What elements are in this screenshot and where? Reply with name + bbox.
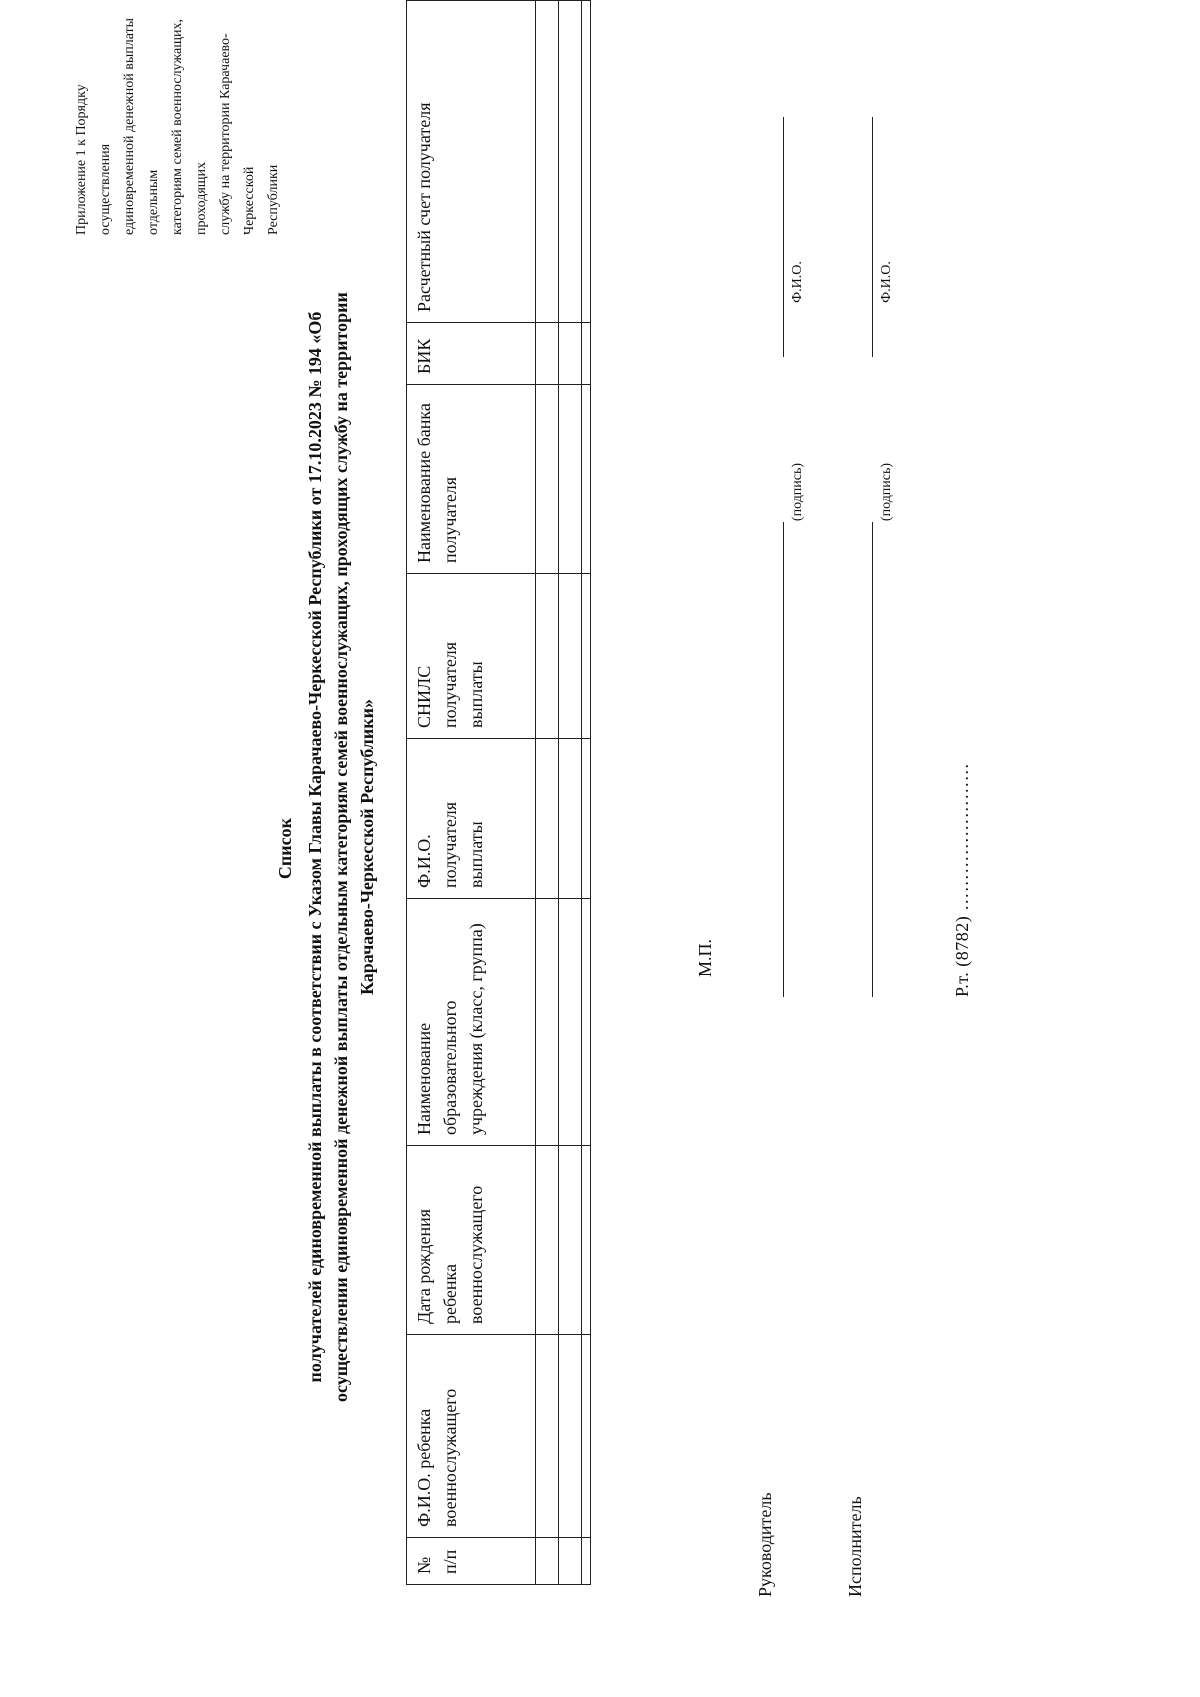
subtitle-line: Карачаево-Черкесской Республики» [357,699,377,996]
column-header-recipient-name: Ф.И.О. получателя выплаты [407,739,536,899]
table-row [582,1,591,1585]
table-cell [559,1538,582,1585]
table-row [559,1,582,1585]
phone-line: Р.т. (8782) …………………… [952,762,972,997]
executor-signature-caption: (подпись) [879,462,894,522]
appendix-line: Приложение 1 к Порядку осуществления [74,84,113,235]
table-cell [582,574,591,739]
table-cell [536,1538,559,1585]
table-cell [536,574,559,739]
manager-label: Руководитель [755,1492,775,1597]
table-cell [559,739,582,899]
table-cell [559,385,582,574]
column-header-school: Наименование образовательного учреждения (класс, группа) [407,899,536,1146]
table-cell [536,899,559,1146]
executor-signature-line [872,522,873,997]
table-cell [536,739,559,899]
manager-signature-caption: (подпись) [790,462,805,522]
document-subtitle [302,157,380,1537]
manager-name-line [783,117,784,357]
table-cell [559,574,582,739]
table-cell [582,1,591,323]
table-cell [582,1335,591,1538]
appendix-note [70,3,286,235]
table-cell [536,323,559,385]
table-cell [559,1146,582,1335]
appendix-line: службу на территории Карачаево-Черкесской [218,33,257,235]
subtitle-line: осуществлении единовременной денежной выплаты отдельным категориям семей военнослужащих, проходящих службу на территории [331,292,351,1402]
executor-label: Исполнитель [845,1496,865,1597]
column-header-child-name: Ф.И.О. ребенка военнослужащего [407,1335,536,1538]
table-cell [536,1,559,323]
column-header-bik: БИК [407,323,536,385]
table-cell [559,1335,582,1538]
table-row [536,1,559,1585]
table-cell [536,385,559,574]
column-header-number: № п/п [407,1538,536,1585]
column-header-account: Расчетный счет получателя [407,1,536,323]
table-cell [536,1146,559,1335]
executor-name-caption: Ф.И.О. [879,261,894,303]
manager-name-caption: Ф.И.О. [790,261,805,303]
document-title: Список [275,817,295,880]
table-cell [559,1,582,323]
subtitle-line: получателей единовременной выплаты в соответствии с Указом Главы Карачаево-Черкесской Республики от 17.10.2023 № 194 «Об [305,311,325,1383]
column-header-birth-date: Дата рождения ребенка военнослужащего [407,1146,536,1335]
table-cell [582,385,591,574]
table-cell [582,323,591,385]
stamp-placeholder: М.П. [695,938,715,977]
appendix-line: категориям семей военнослужащих, проходящих [170,18,209,235]
column-header-bank-name: Наименование банка получателя [407,385,536,574]
table-header-row [407,1,536,1585]
table-cell [582,739,591,899]
recipients-table [406,0,591,1585]
table-cell [559,899,582,1146]
executor-name-line [872,117,873,357]
table-cell [559,323,582,385]
appendix-line: единовременной денежной выплаты отдельным [122,17,161,235]
table-cell [536,1335,559,1538]
manager-signature-line [783,522,784,997]
table-cell [582,1146,591,1335]
appendix-line: Республики [266,164,281,235]
column-header-snils: СНИЛС получателя выплаты [407,574,536,739]
table-cell [582,899,591,1146]
table-cell [582,1538,591,1585]
